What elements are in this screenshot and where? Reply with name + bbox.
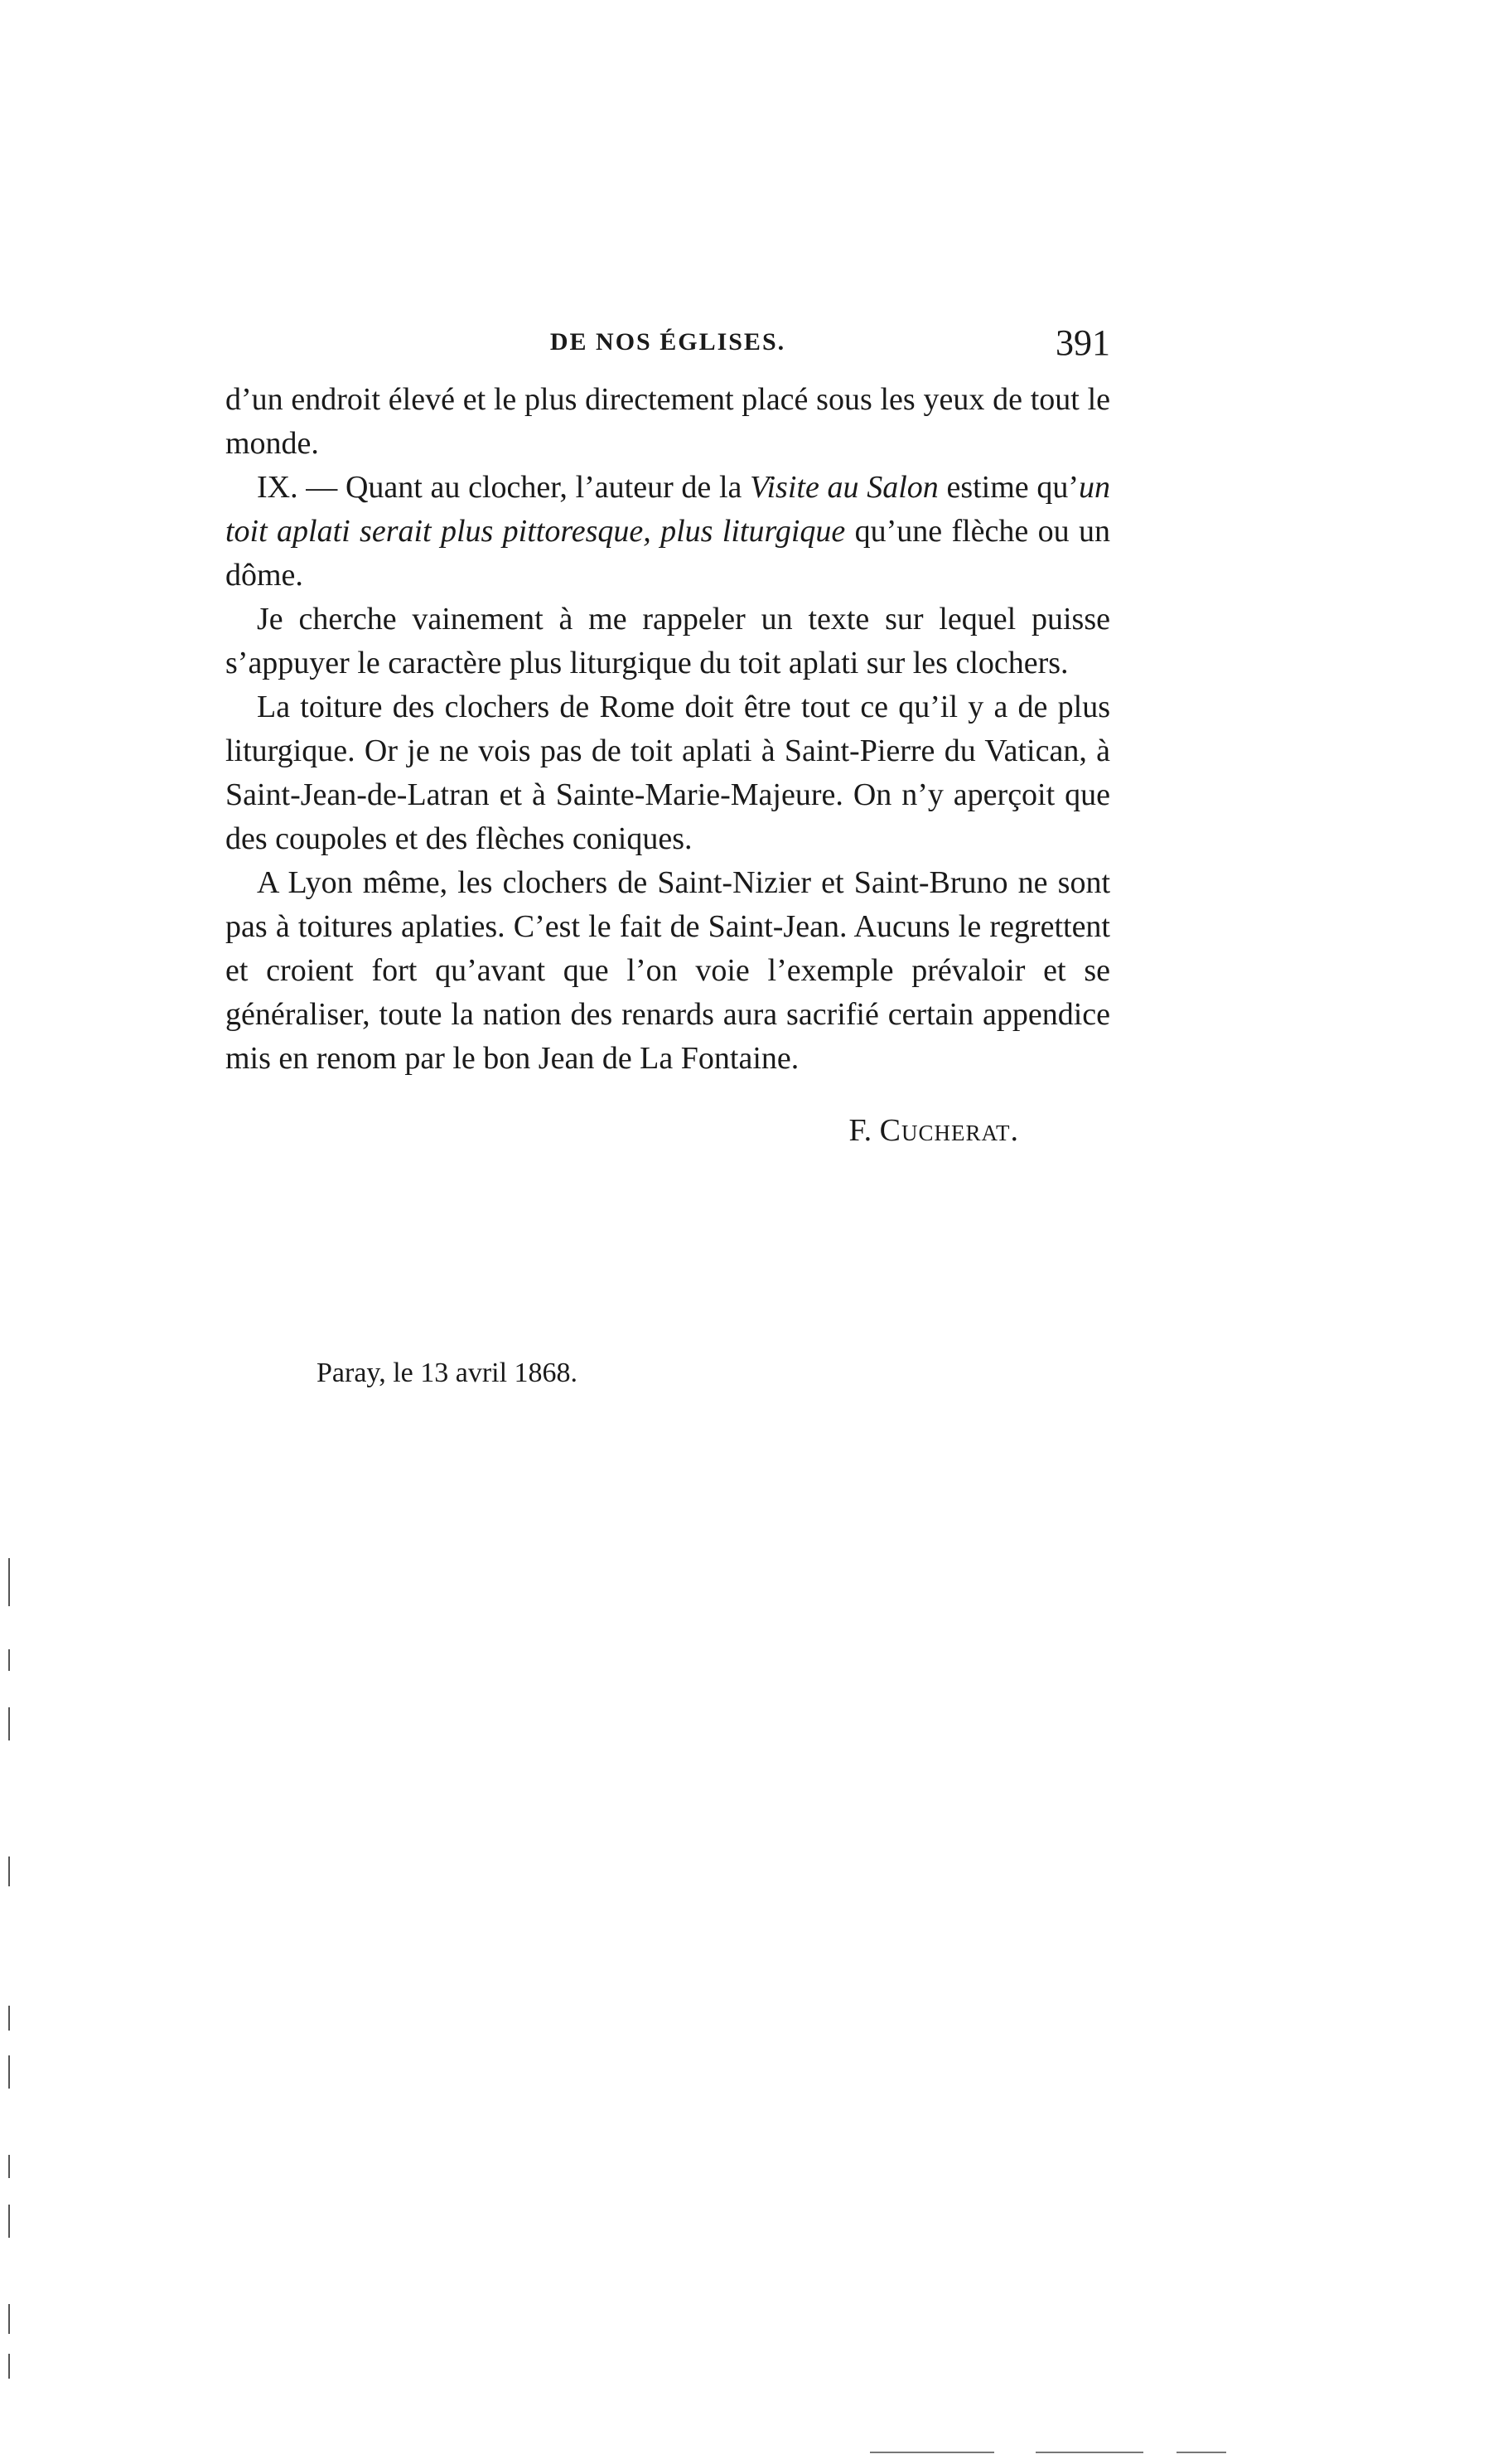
scan-edge-mark — [8, 2006, 10, 2031]
scan-edge-mark — [8, 1649, 10, 1671]
scan-edge-mark — [8, 2155, 10, 2178]
scan-edge-mark — [8, 2354, 10, 2379]
paragraph-ix — [225, 466, 1110, 598]
scan-bottom-rule — [1177, 2452, 1226, 2453]
quotation-italic: un toit aplati serait plus pittoresque, plus liturgique — [225, 470, 1110, 549]
paragraph-ix-mid: estime qu’ — [938, 470, 1079, 505]
body-text — [225, 378, 1110, 1153]
paragraph-continuation: d’un endroit élevé et le plus directement placé sous les yeux de tout le monde. — [225, 382, 1110, 461]
scan-bottom-rule — [870, 2452, 994, 2453]
page-number: 391 — [1056, 322, 1110, 363]
scan-edge-mark — [8, 2055, 10, 2089]
work-title-italic: Visite au Salon — [750, 470, 939, 505]
paragraph-ix-tail: qu’une flèche ou un dôme. — [225, 514, 1110, 593]
scan-edge-mark — [8, 2304, 10, 2334]
dateline: Paray, le 13 avril 1868. — [316, 1358, 578, 1388]
signature-name: Cucherat. — [879, 1113, 1019, 1148]
scan-edge-mark — [8, 1707, 10, 1740]
scan-bottom-rule — [1036, 2452, 1143, 2453]
paragraph-rome: La toiture des clochers de Rome doit être tout ce qu’il y a de plus liturgique. Or je ne vois pas de toit aplati à Saint-Pierre du Vatican, à Saint-Jean-de-Latran et à Sainte-Marie-Majeure. On n’y aperçoit que des coupoles et des flèches coniques. — [225, 690, 1110, 856]
scan-edge-mark — [8, 1558, 10, 1606]
signature — [225, 1109, 1110, 1153]
signature-initial: F. — [848, 1113, 880, 1148]
scan-edge-mark — [8, 1856, 10, 1886]
paragraph-je-cherche: Je cherche vainement à me rappeler un texte sur lequel puisse s’appuyer le caractère plus liturgique du toit aplati sur les clochers. — [225, 602, 1110, 680]
running-head — [225, 322, 1110, 371]
paragraph-ix-lead: IX. — Quant au clocher, l’auteur de la — [257, 470, 751, 505]
paragraph-lyon: A Lyon même, les clochers de Saint-Nizier et Saint-Bruno ne sont pas à toitures aplaties. C’est le fait de Saint-Jean. Aucuns le regrettent et croient fort qu’avant que l’on voie l’exemple prévaloir et se généraliser, toute la nation des renards aura sacrifié certain appendice mis en renom par le bon Jean de La Fontaine. — [225, 865, 1110, 1076]
running-title: DE NOS ÉGLISES. — [549, 328, 786, 356]
scan-edge-mark — [8, 2205, 10, 2238]
